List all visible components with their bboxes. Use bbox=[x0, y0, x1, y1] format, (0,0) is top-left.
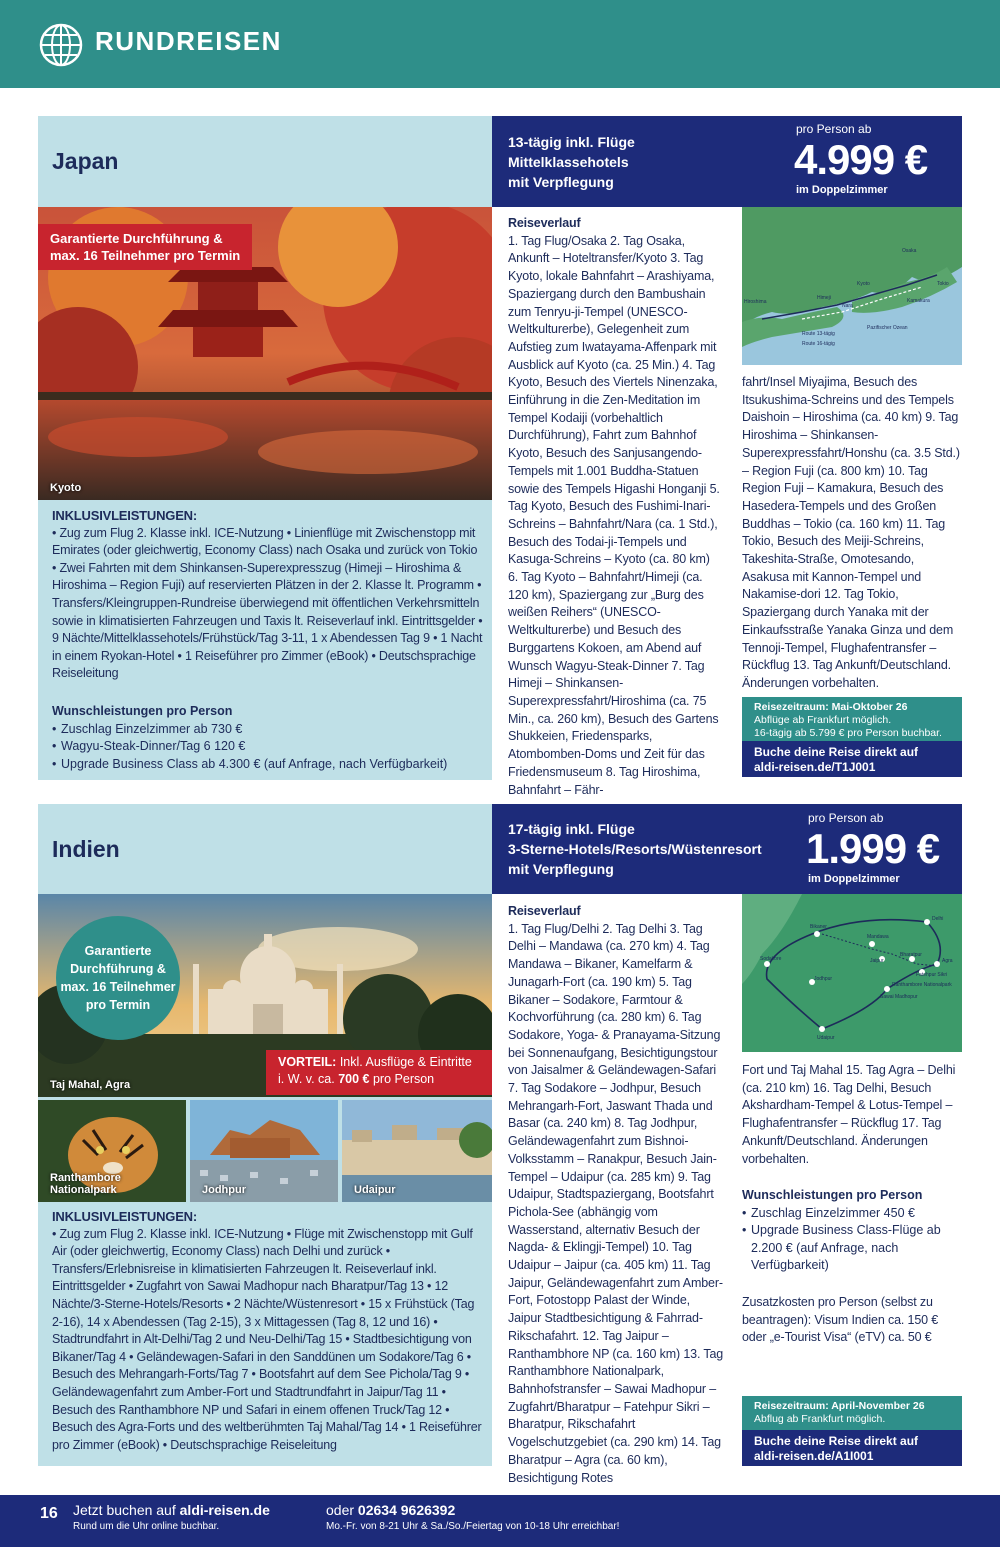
inclusive-services bbox=[52, 1208, 484, 1454]
itinerary-column-2 bbox=[742, 1062, 962, 1168]
map-label: Udaipur bbox=[817, 1035, 835, 1041]
map-label: Pazifischer Ozean bbox=[867, 325, 908, 331]
map-label: Jodhpur bbox=[814, 976, 833, 982]
japan-left-column bbox=[38, 207, 492, 780]
travel-period-box: Reisezeitraum: Mai-Oktober 26 Abflüge ab Frankfurt möglich. 16-tägig ab 5.799 € pro Person buchbar. bbox=[742, 697, 962, 741]
india-price-header bbox=[492, 804, 962, 894]
map-label: Ranthambore Nationalpark bbox=[892, 982, 952, 988]
map-label: Jaipur bbox=[870, 958, 884, 964]
booking-note: Rund um die Uhr online buchbar. bbox=[73, 1521, 220, 1532]
map-label: Osaka bbox=[902, 248, 917, 254]
india-section bbox=[38, 804, 962, 1485]
price: 1.999 € bbox=[806, 825, 940, 872]
wish-title: Wunschleistungen pro Person bbox=[52, 704, 233, 718]
itinerary-text: fahrt/Insel Miyajima, Besuch des Itsukushima-Schreins und des Tempels Daishoin – Hiroshima (ca. 40 km) 9. Tag Hiroshima – Shinkansen-Superexpressfahrt/Honshu (ca. 3.5 Std.) – Region Fuji (ca. 800 km) 10. Tag Region Fuji – Kamakura, Besuch des Hasedera-Tempels und des Großen Buddhas – Tokio (ca. 160 km) 11. Tag Tokio, Besuch des Meiji-Schreins, Takeshita-Straße, Omotesando, Asakusa mit Kannon-Tempel und Nakamise-dori 12. Tag Tokio, Spaziergang durch Yanaka mit der Einkaufsstraße Yanaka Ginza und dem Tennoji-Tempel, Flughafentransfer – Rückflug 13. Tag Ankunft/Deutschland. Änderungen vorbehalten. bbox=[742, 375, 960, 690]
phone-hours: Mo.-Fr. von 8-21 Uhr & Sa./So./Feiertag von 10-18 Uhr erreichbar! bbox=[326, 1521, 620, 1532]
india-route-map bbox=[742, 894, 962, 1052]
inclusive-title: INKLUSIVLEISTUNGEN: bbox=[52, 1209, 197, 1224]
map-label: Kamakura bbox=[907, 298, 930, 304]
list-item: • Upgrade Business Class ab 4.300 € (auf Anfrage, nach Verfügbarkeit) bbox=[52, 756, 484, 774]
map-label: Nara bbox=[842, 303, 853, 309]
itinerary-column-2 bbox=[742, 374, 962, 693]
inclusive-title: INKLUSIVLEISTUNGEN: bbox=[52, 508, 197, 523]
japan-title: Japan bbox=[52, 148, 119, 174]
map-label: Hiroshima bbox=[744, 299, 767, 305]
japan-section bbox=[38, 116, 962, 797]
map-label: Route 13-tägig bbox=[802, 331, 835, 337]
udaipur-photo bbox=[342, 1100, 492, 1202]
map-label: Agra bbox=[942, 958, 953, 964]
jodhpur-photo bbox=[190, 1100, 338, 1202]
photo-caption: Kyoto bbox=[50, 482, 82, 494]
price-sub: im Doppelzimmer bbox=[808, 873, 900, 885]
header-bar bbox=[0, 0, 1000, 88]
footer-bar bbox=[0, 1495, 1000, 1547]
itinerary-text: 1. Tag Flug/Osaka 2. Tag Osaka, Ankunft – Hoteltransfer/Kyoto 3. Tag Kyoto, lokale Bahnfahrt – Arashiyama, Spaziergang durch den Bambushain zum Tenryu-ji-Tempel (UNESCO-Weltkulturerbe), Gelegenheit zum Aufstieg zum Iwatayama-Affenpark mit Ausblick auf Kyoto (ca. 25 Min.) 4. Tag Kyoto, Besuch des Viertels Ninenzaka, Einführung in die Zen-Meditation im Tempel Kodaiji (vorbehaltlich Durchführung), Fahrt zum Bahnhof Kyoto, Besuch des Sanjusangendo-Tempels mit 1.001 Buddha-Statuen sowie des Tempels Higashi Honganji 5. Tag Kyoto, Besuch des Fushimi-Inari-Schreins – Bahnfahrt/Nara (ca. 1 Std.), Besuch des Todai-ji-Tempels und Kasuga-Schreins – Kyoto (ca. 80 km) 6. Tag Kyoto – Bahnfahrt/Himeji (ca. 120 km), Spaziergang zur „Burg des weißen Reihers“ (UNESCO-Weltkulturerbe) und Besuch des Burggartens Kokoen, am Abend auf Wunsch Wagyu-Steak-Dinner 7. Tag Himeji – Shinkansen-Superexpressfahrt/Hiroshima (ca. 75 Min., ca. 260 km), Besuch des Gartens Shukkeien, Friedensparks, Atombomben-Doms und Zeit für das Friedensmuseum 8. Tag Hiroshima, Bahnfahrt – Fähr- bbox=[508, 233, 720, 797]
india-header bbox=[38, 804, 492, 894]
map-label: Bikaner bbox=[810, 924, 827, 930]
price-label: pro Person ab bbox=[808, 811, 884, 825]
map-label: Delhi bbox=[932, 916, 944, 922]
map-label: Sodakore bbox=[760, 956, 782, 962]
japan-features: 13-tägig inkl. Flüge Mittelklassehotels mit Verpflegung bbox=[508, 134, 635, 190]
optional-services bbox=[52, 703, 484, 773]
list-item: • Zuschlag Einzelzimmer ab 730 € bbox=[52, 721, 484, 739]
advantage-badge: VORTEIL: Inkl. Ausflüge & Eintritte i. W. v. ca. 700 € pro Person bbox=[266, 1050, 492, 1095]
india-title: Indien bbox=[52, 836, 120, 862]
travel-period-box: Reisezeitraum: April-November 26 Abflug ab Frankfurt möglich. bbox=[742, 1396, 962, 1430]
booking-phone[interactable]: oder 02634 9626392 bbox=[326, 1502, 456, 1518]
india-left-column bbox=[38, 894, 492, 1466]
optional-services bbox=[742, 1187, 962, 1275]
list-item: • Upgrade Business Class-Flüge ab 2.200 € (auf Anfrage, nach Verfügbarkeit) bbox=[742, 1222, 962, 1275]
map-label: Route 16-tägig bbox=[802, 341, 835, 347]
guarantee-badge: Garantierte Durchführung & max. 16 Teilnehmer pro Termin bbox=[56, 916, 180, 1040]
map-label: Tokio bbox=[937, 281, 949, 287]
photo-caption: Jodhpur bbox=[202, 1184, 246, 1196]
japan-header bbox=[38, 116, 492, 207]
inclusive-text: • Zug zum Flug 2. Klasse inkl. ICE-Nutzung • Flüge mit Zwischenstopp mit Gulf Air (oder gleichwertig, Economy Class) nach Delhi und zurück • Transfers/Erlebnisreise in klimatisierten Fahrzeugen lt. Reiseverlauf inkl. Eintrittsgelder • Zugfahrt von Sawai Madhopur nach Bharatpur/Tag 13 • 12 Nächte/3-Sterne-Hotels/Resorts • 2 Nächte/Wüstenresort • 15 x Frühstück (Tag 2-16), 14 x Abendessen (Tag 2-15), 3 x Mittagessen (Tag 8, 12 und 16) • Stadtrundfahrt in Alt-Delhi/Tag 2 und Neu-Delhi/Tag 15 • Stadtbesichtigung von Bikaner/Tag 4 • Geländewagen-Safari in den Sanddünen um Sodakore/Tag 6 • Besuch des Mehrangarh-Forts/Tag 7 • Bootsfahrt auf dem See Pichola/Tag 9 • Geländewagenfahrt zum Amber-Fort und Stadtrundfahrt in Jaipur/Tag 11 • Besuch des Ranthambhore NP und Safari in einem offenen Truck/Tag 12 • Besuch des Agra-Forts und des weltberühmten Taj Mahal/Tag 14 • 1 Reiseführer pro Zimmer (eBook) • Deutschsprachige Reiseleitung bbox=[52, 1226, 482, 1452]
itinerary-title: Reiseverlauf bbox=[508, 216, 581, 230]
photo-caption: Ranthambore Nationalpark bbox=[50, 1172, 121, 1196]
page-title: RUNDREISEN bbox=[95, 26, 282, 56]
inclusive-services bbox=[52, 507, 484, 683]
booking-link[interactable]: Buche deine Reise direkt auf aldi-reisen.de/A1I001 bbox=[742, 1430, 962, 1466]
booking-link[interactable]: Buche deine Reise direkt auf aldi-reisen.de/T1J001 bbox=[742, 741, 962, 777]
map-label: Sawai Madhopur bbox=[880, 994, 918, 1000]
photo-caption: Udaipur bbox=[354, 1184, 396, 1196]
map-graphic bbox=[742, 207, 962, 365]
wish-title: Wunschleistungen pro Person bbox=[742, 1188, 923, 1202]
map-graphic bbox=[742, 894, 962, 1052]
booking-website[interactable]: Jetzt buchen auf aldi-reisen.de bbox=[73, 1502, 270, 1518]
japan-price-header bbox=[492, 116, 962, 207]
map-label: Mandawa bbox=[867, 934, 889, 940]
list-item: • Wagyu-Steak-Dinner/Tag 6 120 € bbox=[52, 738, 484, 756]
itinerary-title: Reiseverlauf bbox=[508, 904, 581, 918]
guarantee-badge: Garantierte Durchführung & max. 16 Teilnehmer pro Termin bbox=[38, 224, 252, 270]
india-features: 17-tägig inkl. Flüge 3-Sterne-Hotels/Resorts/Wüstenresort mit Verpflegung bbox=[508, 821, 762, 877]
ranthambore-photo bbox=[38, 1100, 186, 1202]
inclusive-text: • Zug zum Flug 2. Klasse inkl. ICE-Nutzung • Linienflüge mit Zwischenstopp mit Emirates (oder gleichwertig, Economy Class) nach Osaka und zurück von Tokio • Zwei Fahrten mit dem Shinkansen-Superexpresszug (Himeji – Hiroshima & Hiroshima – Region Fuji) auf reservierten Plätzen in der 2. Klasse lt. Programm • Transfers/Kleingruppen-Rundreise überwiegend mit öffentlichen Verkehrsmitteln sowie in klimatisierten Fahrzeugen und Taxis lt. Reiseverlauf inkl. Eintrittsgelder • 9 Nächte/Mittelklassehotels/Frühstück/Tag 3-11, 1 x Abendessen Tag 9 • 1 Nacht in einem Ryokan-Hotel • 1 Reiseführer pro Zimmer (eBook) • Deutschsprachige Reiseleitung bbox=[52, 525, 483, 681]
extra-costs: Zusatzkosten pro Person (selbst zu beantragen): Visum Indien ca. 150 € oder „e-Tourist Visa“ (eTV) ca. 50 € bbox=[742, 1295, 939, 1345]
map-label: Kyoto bbox=[857, 281, 870, 287]
price-label: pro Person ab bbox=[796, 122, 872, 136]
itinerary-text: 1. Tag Flug/Delhi 2. Tag Delhi 3. Tag Delhi – Mandawa (ca. 270 km) 4. Tag Mandawa – Bikaner, Kamelfarm & Junagarh-Fort (ca. 190 km) 5. Tag Bikaner – Sodakore, Farmtour & Kochvorführung (ca. 280 km) 6. Tag Sodakore, Yoga- & Pranayama-Sitzung bei Sonnenaufgang, Besichtigungstour von Jaisalmer & Geländewagen-Safari 7. Tag Sodakore – Jodhpur, Besuch Mehrangarh-Fort, Jaswant Thada und Basar (ca. 240 km) 8. Tag Jodhpur, Geländewagenfahrt zum Bishnoi-Volksstamm – Ranakpur, Besuch Jain-Tempel – Udaipur (ca. 285 km) 9. Tag Udaipur, Stadtspaziergang, Bootsfahrt Pichola-See (abhängig vom Wasserstand, alternativ Besuch der Nagda- & Eklingji-Tempel) 10. Tag Udaipur – Jaipur (ca. 405 km) 11. Tag Jaipur, Geländewagenfahrt zum Amber-Fort, Fotostopp Palast der Winde, Jaipur Stadtbesichtigung & Fahrrad-Rikschafahrt. 12. Tag Jaipur – Ranthambhore NP (ca. 160 km) 13. Tag Ranthambhore Nationalpark, Bahnhofstransfer – Sawai Madhopur – Zugfahrt/Bharatpur – Fatehpur Sikri – Bharatpur, Rikschafahrt Vogelschutzgebiet (ca. 290 km) 14. Tag Bharatpur – Agra (ca. 60 km), Besichtigung Rotes bbox=[508, 921, 724, 1485]
map-label: Himeji bbox=[817, 295, 831, 301]
price-sub: im Doppelzimmer bbox=[796, 184, 888, 196]
itinerary-text: Fort und Taj Mahal 15. Tag Agra – Delhi (ca. 210 km) 16. Tag Delhi, Besuch Akshardham-Tempel & Lotus-Tempel – Flughafentransfer – Rückflug 17. Tag Ankunft/Deutschland. Änderungen vorbehalten. bbox=[742, 1063, 956, 1166]
map-label: Bharatpur bbox=[900, 952, 922, 958]
itinerary-column-1 bbox=[508, 903, 724, 1487]
globe-icon bbox=[38, 22, 84, 68]
map-label: Fatehpur Sikri bbox=[916, 972, 948, 978]
itinerary-column-1 bbox=[508, 215, 723, 799]
list-item: • Zuschlag Einzelzimmer 450 € bbox=[742, 1205, 962, 1223]
page-number: 16 bbox=[40, 1505, 58, 1522]
photo-caption: Taj Mahal, Agra bbox=[50, 1079, 131, 1091]
price: 4.999 € bbox=[794, 136, 928, 183]
japan-route-map bbox=[742, 207, 962, 365]
